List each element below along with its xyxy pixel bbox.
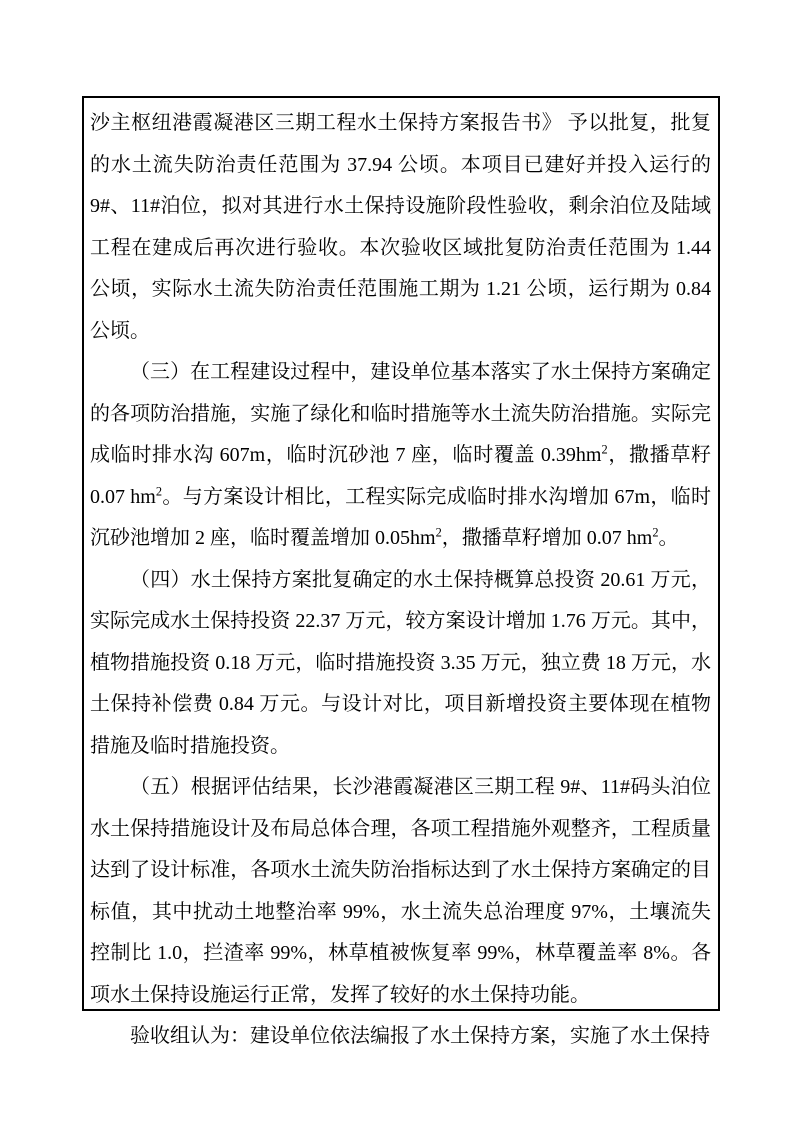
paragraph: （五）根据评估结果，长沙港霞凝港区三期工程 9#、11#码头泊位水土保持措施设计及布局总体合理，各项工程措施外观整齐，工程质量达到了设计标准，各项水土流失防治指标达到了水土保持方案确定的目标值，其中扰动土地整治率 99%，水土流失总治理度 97%，土壤流失控制比 1.0，拦渣率 99%，林草植被恢复率 99%，林草覆盖率 8%。各项水土保持设施运行正常，发挥了较好的水土保持功能。 xyxy=(90,776,711,1006)
document-body xyxy=(90,103,711,1058)
superscript: 2 xyxy=(601,442,608,457)
paragraph: （三）在工程建设过程中，建设单位基本落实了水土保持方案确定的各项防治措施，实施了绿化和临时措施等水土流失防治措施。实际完成临时排水沟 607m，临时沉砂池 7 座，临时覆盖 $0.39hm^2$，撒播草籽 0.07 $hm^2$。与方案设计相比，工程实际完成临时排水沟增加 67m，临时沉砂池增加 2 座，临时覆盖增加 $0.05hm^2$，撒播草籽增加 0.07 $hm^2$。 xyxy=(90,361,711,549)
superscript: 2 xyxy=(155,483,163,498)
table-cell-border xyxy=(82,96,720,1047)
superscript: 2 xyxy=(652,525,659,540)
paragraph: 验收组认为：建设单位依法编报了水土保持方案，实施了水土保持 xyxy=(130,1025,710,1047)
paragraph: 沙主枢纽港霞凝港区三期工程水土保持方案报告书》 予以批复，批复的水土流失防治责任范围为 37.94 公顷。本项目已建好并投入运行的 9#、11#泊位，拟对其进行水土保持设施阶段性验收，剩余泊位及陆域工程在建成后再次进行验收。本次验收区域批复防治责任范围为 1.44 公顷，实际水土流失防治责任范围施工期为 1.21 公顷，运行期为 0.84 公顷。 xyxy=(90,112,711,342)
paragraph: （四）水土保持方案批复确定的水土保持概算总投资 20.61 万元，实际完成水土保持投资 22.37 万元，较方案设计增加 1.76 万元。其中，植物措施投资 0.18 万元，临时措施投资 3.35 万元，独立费 18 万元，水土保持补偿费 0.84 万元。与设计对比，项目新增投资主要体现在植物措施及临时措施投资。 xyxy=(90,568,711,757)
superscript: 2 xyxy=(435,525,442,540)
